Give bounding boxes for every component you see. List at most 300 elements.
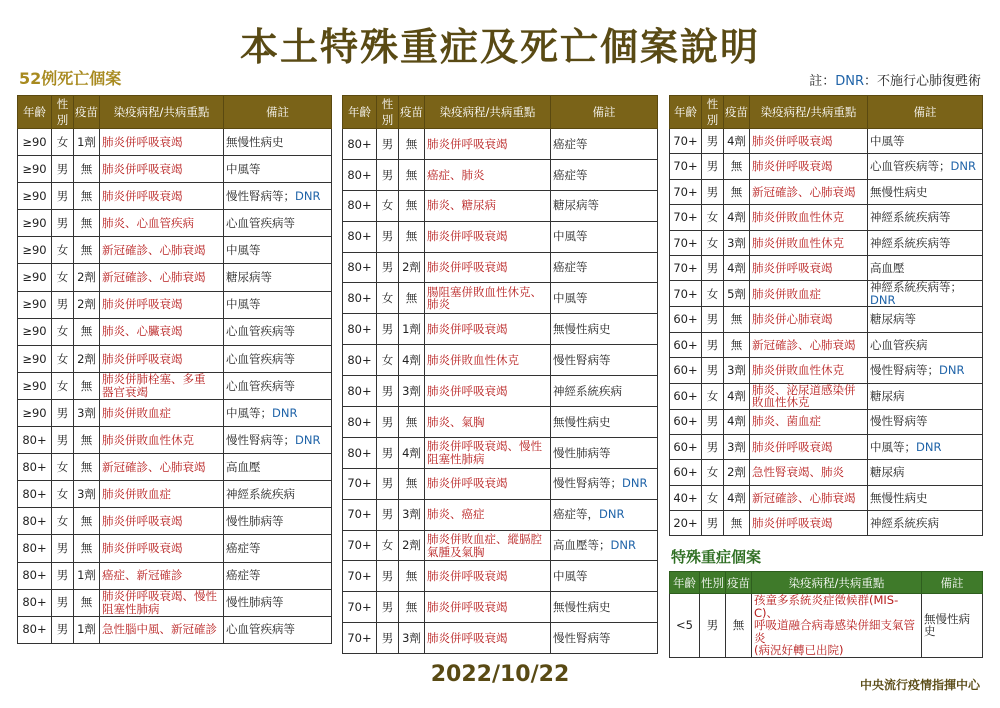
dnr-tag: DNR xyxy=(295,188,321,203)
disease-cell xyxy=(750,129,868,154)
age-cell: 80+ xyxy=(343,221,377,252)
sex-cell: 男 xyxy=(52,399,74,426)
sex-cell: 男 xyxy=(702,409,724,434)
table-row xyxy=(18,562,332,589)
note-dnr: DNR xyxy=(835,74,864,89)
table-row xyxy=(670,460,983,485)
table-row xyxy=(18,129,332,156)
disease-cell xyxy=(100,562,224,589)
remarks-cell xyxy=(868,154,983,179)
remarks-cell xyxy=(868,383,983,409)
age-cell: 80+ xyxy=(343,252,377,283)
vaccine-cell: 4劑 xyxy=(724,485,750,510)
vaccine-cell: 無 xyxy=(724,307,750,332)
sex-cell: 男 xyxy=(702,129,724,154)
col-age: 年齡 xyxy=(670,572,700,594)
age-cell: 70+ xyxy=(343,530,377,561)
disease-cell xyxy=(750,230,868,255)
vaccine-cell: 1劑 xyxy=(74,129,100,156)
sex-cell: 男 xyxy=(52,156,74,183)
disease-cell xyxy=(425,283,551,314)
age-cell: 70+ xyxy=(343,592,377,623)
table-row xyxy=(18,183,332,210)
vaccine-cell: 無 xyxy=(399,468,425,499)
age-cell: 40+ xyxy=(670,485,702,510)
sex-cell: 男 xyxy=(702,358,724,383)
disease-cell xyxy=(750,255,868,280)
table-row xyxy=(670,511,983,536)
remarks-text: 神經系統疾病等； xyxy=(870,280,962,295)
disease-line: 肺炎併呼吸衰竭 xyxy=(102,134,183,149)
disease-line: 肺炎併呼吸衰竭 xyxy=(427,476,508,491)
disease-cell xyxy=(750,383,868,409)
remarks-cell xyxy=(551,437,658,468)
table-row xyxy=(18,589,332,616)
disease-line: 新冠確診、心肺衰竭 xyxy=(102,459,206,474)
remarks-text: 無慢性病史 xyxy=(226,134,284,149)
age-cell: ≥90 xyxy=(18,345,52,372)
remarks-cell xyxy=(868,485,983,510)
disease-line: 急性腦中風、新冠確診 xyxy=(102,622,217,637)
disease-line: 肺炎併呼吸衰竭 xyxy=(752,260,833,275)
vaccine-cell: 無 xyxy=(399,129,425,160)
deaths-table-1 xyxy=(17,95,332,644)
remarks-cell xyxy=(551,530,658,561)
table-row xyxy=(18,616,332,643)
disease-cell xyxy=(425,623,551,654)
col-remarks: 備註 xyxy=(224,96,332,129)
remarks-text: 心血管疾病 xyxy=(870,337,928,352)
table-row xyxy=(18,156,332,183)
age-cell: ≥90 xyxy=(18,264,52,291)
disease-cell xyxy=(752,594,922,658)
disease-cell xyxy=(750,358,868,383)
remarks-cell xyxy=(868,230,983,255)
disease-line: 器官衰竭 xyxy=(102,384,148,399)
sex-cell: 男 xyxy=(377,376,399,407)
deaths-heading: 52例死亡個案 xyxy=(19,69,122,88)
disease-cell xyxy=(425,437,551,468)
age-cell: 80+ xyxy=(18,535,52,562)
remarks-text: 中風等 xyxy=(553,569,588,584)
table-row xyxy=(18,291,332,318)
remarks-cell xyxy=(224,481,332,508)
table-row xyxy=(18,372,332,399)
table-row xyxy=(18,264,332,291)
age-cell: 80+ xyxy=(343,407,377,438)
sex-cell: 男 xyxy=(377,437,399,468)
remarks-cell xyxy=(224,129,332,156)
remarks-text: 心血管疾病等； xyxy=(870,159,951,174)
disease-line: 肺炎併呼吸衰竭 xyxy=(102,297,183,312)
vaccine-cell: 無 xyxy=(74,508,100,535)
age-cell: 80+ xyxy=(343,159,377,190)
remarks-text: 慢性肺病等 xyxy=(226,514,284,529)
disease-cell xyxy=(100,345,224,372)
remarks-cell xyxy=(868,460,983,485)
table-row xyxy=(343,159,658,190)
vaccine-cell: 3劑 xyxy=(74,399,100,426)
disease-line: 腸阻塞併敗血性休克、 xyxy=(427,284,542,299)
age-cell: ≥90 xyxy=(18,399,52,426)
remarks-cell xyxy=(868,332,983,357)
disease-cell xyxy=(750,179,868,204)
vaccine-cell: 無 xyxy=(74,183,100,210)
disease-line: 肺炎併呼吸衰竭 xyxy=(427,322,508,337)
vaccine-cell: 4劑 xyxy=(724,129,750,154)
col-sex: 性別 xyxy=(377,96,399,129)
deaths-table-2 xyxy=(342,95,658,654)
sex-cell: 男 xyxy=(702,511,724,536)
age-cell: 80+ xyxy=(343,376,377,407)
col-sex: 性別 xyxy=(700,572,726,594)
col-disease: 染疫病程/共病重點 xyxy=(100,96,224,129)
sex-cell: 男 xyxy=(52,291,74,318)
col-remarks: 備註 xyxy=(868,96,983,129)
age-cell: 70+ xyxy=(343,468,377,499)
age-cell: <5 xyxy=(670,594,700,658)
disease-cell xyxy=(100,535,224,562)
remarks-text: 神經系統疾病 xyxy=(553,383,622,398)
age-cell: 80+ xyxy=(18,427,52,454)
remarks-text: 神經系統疾病 xyxy=(870,516,939,531)
vaccine-cell: 3劑 xyxy=(724,434,750,459)
sex-cell: 女 xyxy=(702,281,724,307)
col-age: 年齡 xyxy=(670,96,702,129)
vaccine-cell: 無 xyxy=(399,190,425,221)
remarks-cell xyxy=(868,511,983,536)
table-row xyxy=(670,230,983,255)
dnr-tag: DNR xyxy=(916,439,942,454)
disease-cell xyxy=(750,434,868,459)
remarks-text: 糖尿病 xyxy=(870,465,905,480)
disease-line: 肺炎併敗血性休克 xyxy=(752,235,844,250)
remarks-text: 慢性腎病等； xyxy=(870,363,939,378)
remarks-cell xyxy=(224,210,332,237)
remarks-text: 心血管疾病等 xyxy=(226,622,295,637)
disease-line: 肺炎併呼吸衰竭 xyxy=(427,260,508,275)
age-cell: ≥90 xyxy=(18,210,52,237)
remarks-cell xyxy=(224,589,332,616)
remarks-text: 中風等 xyxy=(553,229,588,244)
disease-cell xyxy=(425,345,551,376)
vaccine-cell: 無 xyxy=(74,454,100,481)
remarks-cell xyxy=(922,594,983,658)
disease-line: 新冠確診、心肺衰竭 xyxy=(102,243,206,258)
remarks-text: 神經系統疾病 xyxy=(226,487,295,502)
vaccine-cell: 4劑 xyxy=(724,383,750,409)
col-disease: 染疫病程/共病重點 xyxy=(425,96,551,129)
table-row xyxy=(343,376,658,407)
vaccine-cell: 無 xyxy=(399,159,425,190)
sex-cell: 男 xyxy=(702,154,724,179)
remarks-text: 心血管疾病等 xyxy=(226,351,295,366)
disease-cell xyxy=(425,530,551,561)
age-cell: 80+ xyxy=(18,508,52,535)
table-row xyxy=(670,307,983,332)
disease-line: 肺炎併敗血性休克 xyxy=(752,210,844,225)
age-cell: 70+ xyxy=(670,205,702,230)
vaccine-cell: 3劑 xyxy=(399,623,425,654)
page-title: 本土特殊重症及死亡個案說明 xyxy=(239,25,760,69)
disease-line: 敗血性休克 xyxy=(752,395,810,410)
table-row xyxy=(343,592,658,623)
disease-cell xyxy=(750,281,868,307)
remarks-text: 無慢性病史 xyxy=(870,184,928,199)
age-cell: 70+ xyxy=(343,623,377,654)
age-cell: 80+ xyxy=(343,129,377,160)
disease-line: 肺炎併呼吸衰竭 xyxy=(102,514,183,529)
vaccine-cell: 無 xyxy=(724,179,750,204)
disease-line: 肺炎併呼吸衰竭 xyxy=(427,569,508,584)
col-disease: 染疫病程/共病重點 xyxy=(752,572,922,594)
remarks-text: 中風等 xyxy=(226,297,261,312)
remarks-text: 糖尿病等 xyxy=(553,198,599,213)
disease-cell xyxy=(425,407,551,438)
vaccine-cell: 無 xyxy=(74,237,100,264)
disease-cell xyxy=(100,318,224,345)
table-row xyxy=(343,499,658,530)
disease-cell xyxy=(750,511,868,536)
remarks-text: 慢性腎病等 xyxy=(553,630,611,645)
disease-line: 肺炎併肺栓塞、多重 xyxy=(102,372,206,387)
age-cell: ≥90 xyxy=(18,318,52,345)
remarks-cell xyxy=(868,358,983,383)
vaccine-cell: 4劑 xyxy=(724,205,750,230)
sex-cell: 男 xyxy=(377,561,399,592)
table-row xyxy=(18,237,332,264)
remarks-cell xyxy=(551,159,658,190)
remarks-text: 無慢性病史 xyxy=(553,414,611,429)
table-row xyxy=(343,530,658,561)
disease-cell xyxy=(425,592,551,623)
sex-cell: 男 xyxy=(702,179,724,204)
sex-cell: 男 xyxy=(52,535,74,562)
remarks-text: 慢性腎病等； xyxy=(226,432,295,447)
sex-cell: 男 xyxy=(377,314,399,345)
disease-cell xyxy=(750,409,868,434)
vaccine-cell: 4劑 xyxy=(399,437,425,468)
disease-line: 新冠確診、心肺衰竭 xyxy=(752,184,856,199)
note-suffix: ：不施行心肺復甦術 xyxy=(863,74,981,89)
disease-cell xyxy=(100,129,224,156)
vaccine-cell: 無 xyxy=(74,318,100,345)
disease-line: 肺炎併呼吸衰竭 xyxy=(752,439,833,454)
age-cell: 70+ xyxy=(670,230,702,255)
sex-cell: 女 xyxy=(52,481,74,508)
remarks-text: 糖尿病等 xyxy=(226,270,272,285)
disease-line: 肺炎併敗血症 xyxy=(752,286,821,301)
remarks-cell xyxy=(224,399,332,426)
table-row xyxy=(343,437,658,468)
remarks-cell xyxy=(224,616,332,643)
table-row xyxy=(670,485,983,510)
vaccine-cell: 無 xyxy=(724,154,750,179)
sex-cell: 男 xyxy=(377,623,399,654)
remarks-cell xyxy=(224,535,332,562)
remarks-text: 慢性腎病等； xyxy=(226,188,295,203)
vaccine-cell: 3劑 xyxy=(74,481,100,508)
table-row xyxy=(343,190,658,221)
remarks-text: 心血管疾病等 xyxy=(226,216,295,231)
col-sex: 性別 xyxy=(52,96,74,129)
remarks-text: 中風等 xyxy=(870,133,905,148)
vaccine-cell: 無 xyxy=(724,332,750,357)
remarks-text: 癌症等， xyxy=(553,507,599,522)
table-row xyxy=(343,252,658,283)
age-cell: ≥90 xyxy=(18,183,52,210)
remarks-cell xyxy=(224,427,332,454)
disease-line: 呼吸道融合病毒感染併細支氣管炎 xyxy=(754,618,915,645)
remarks-text: 慢性腎病等； xyxy=(553,476,622,491)
vaccine-cell: 1劑 xyxy=(399,314,425,345)
sex-cell: 男 xyxy=(52,562,74,589)
sex-cell: 男 xyxy=(377,129,399,160)
disease-line: (病況好轉已出院) xyxy=(754,643,844,657)
remarks-cell xyxy=(224,318,332,345)
disease-line: 肺炎、泌尿道感染併 xyxy=(752,382,856,397)
vaccine-cell: 無 xyxy=(74,210,100,237)
disease-cell xyxy=(425,376,551,407)
disease-cell xyxy=(425,499,551,530)
vaccine-cell: 3劑 xyxy=(724,358,750,383)
age-cell: 80+ xyxy=(343,190,377,221)
disease-cell xyxy=(750,332,868,357)
disease-line: 肺炎、菌血症 xyxy=(752,414,821,429)
disease-cell xyxy=(100,183,224,210)
vaccine-cell: 1劑 xyxy=(74,616,100,643)
sex-cell: 女 xyxy=(702,230,724,255)
sex-cell: 女 xyxy=(702,460,724,485)
sex-cell: 男 xyxy=(52,183,74,210)
table-row xyxy=(343,221,658,252)
remarks-cell xyxy=(224,345,332,372)
table-row xyxy=(343,129,658,160)
vaccine-cell: 1劑 xyxy=(74,562,100,589)
sex-cell: 男 xyxy=(52,589,74,616)
disease-cell xyxy=(100,589,224,616)
vaccine-cell: 無 xyxy=(399,407,425,438)
remarks-text: 心血管疾病等 xyxy=(226,378,295,393)
disease-cell xyxy=(100,237,224,264)
sex-cell: 男 xyxy=(377,407,399,438)
sex-cell: 女 xyxy=(52,318,74,345)
disease-cell xyxy=(425,314,551,345)
table-row xyxy=(670,383,983,409)
disease-cell xyxy=(100,481,224,508)
sex-cell: 女 xyxy=(52,237,74,264)
age-cell: 60+ xyxy=(670,383,702,409)
table-row xyxy=(670,255,983,280)
remarks-text: 無慢性病史 xyxy=(553,600,611,615)
table-row xyxy=(343,561,658,592)
remarks-text: 慢性腎病等 xyxy=(553,352,611,367)
remarks-cell xyxy=(551,623,658,654)
report-date: 2022/10/22 xyxy=(430,662,570,687)
remarks-cell xyxy=(551,190,658,221)
age-cell: 20+ xyxy=(670,511,702,536)
disease-line: 新冠確診、心肺衰竭 xyxy=(752,337,856,352)
vaccine-cell: 5劑 xyxy=(724,281,750,307)
remarks-text: 慢性腎病等 xyxy=(870,414,928,429)
disease-cell xyxy=(100,454,224,481)
disease-line: 肺炎併呼吸衰竭 xyxy=(427,630,508,645)
disease-cell xyxy=(100,210,224,237)
sex-cell: 男 xyxy=(700,594,726,658)
table-row xyxy=(343,468,658,499)
sex-cell: 男 xyxy=(52,616,74,643)
disease-line: 肺炎、心血管疾病 xyxy=(102,216,194,231)
table-row xyxy=(343,345,658,376)
vaccine-cell: 2劑 xyxy=(74,345,100,372)
remarks-text: 中風等； xyxy=(870,439,916,454)
disease-cell xyxy=(425,221,551,252)
age-cell: 70+ xyxy=(670,281,702,307)
vaccine-cell: 無 xyxy=(74,372,100,399)
age-cell: 80+ xyxy=(343,437,377,468)
vaccine-cell: 無 xyxy=(74,427,100,454)
disease-line: 肺炎、氣胸 xyxy=(427,414,485,429)
remarks-text: 慢性肺病等 xyxy=(226,595,284,610)
vaccine-cell: 3劑 xyxy=(724,230,750,255)
disease-cell xyxy=(425,252,551,283)
vaccine-cell: 3劑 xyxy=(399,376,425,407)
disease-line: 肺炎併敗血性休克 xyxy=(102,432,194,447)
age-cell: 80+ xyxy=(343,345,377,376)
disease-line: 肺炎併敗血症 xyxy=(102,487,171,502)
remarks-cell xyxy=(868,179,983,204)
remarks-cell xyxy=(224,183,332,210)
remarks-text: 高血壓 xyxy=(226,459,261,474)
table-row xyxy=(18,318,332,345)
vaccine-cell: 4劑 xyxy=(724,255,750,280)
table-row xyxy=(343,407,658,438)
age-cell: ≥90 xyxy=(18,237,52,264)
remarks-cell xyxy=(551,252,658,283)
disease-cell xyxy=(425,468,551,499)
sex-cell: 男 xyxy=(377,252,399,283)
remarks-cell xyxy=(868,255,983,280)
disease-line: 肺炎併呼吸衰竭 xyxy=(427,229,508,244)
remarks-cell xyxy=(224,156,332,183)
table-row xyxy=(343,314,658,345)
disease-cell xyxy=(100,291,224,318)
disease-cell xyxy=(750,460,868,485)
remarks-cell xyxy=(868,434,983,459)
table-row xyxy=(18,508,332,535)
disease-cell xyxy=(425,159,551,190)
remarks-cell xyxy=(224,372,332,399)
remarks-cell xyxy=(868,409,983,434)
remarks-cell xyxy=(551,129,658,160)
disease-line: 肺炎併呼吸衰竭 xyxy=(427,383,508,398)
sex-cell: 女 xyxy=(377,190,399,221)
col-age: 年齡 xyxy=(18,96,52,129)
disease-cell xyxy=(100,508,224,535)
disease-line: 阻塞性肺病 xyxy=(102,601,160,616)
disease-line: 肺炎併呼吸衰竭、慢性 xyxy=(427,439,542,454)
remarks-cell xyxy=(551,345,658,376)
dnr-tag: DNR xyxy=(272,405,298,420)
col-sex: 性別 xyxy=(702,96,724,129)
col-disease: 染疫病程/共病重點 xyxy=(750,96,868,129)
vaccine-cell: 2劑 xyxy=(399,530,425,561)
remarks-text: 中風等； xyxy=(226,405,272,420)
sex-cell: 女 xyxy=(52,345,74,372)
vaccine-cell: 無 xyxy=(74,535,100,562)
disease-line: 癌症、肺炎 xyxy=(427,167,485,182)
dnr-tag: DNR xyxy=(622,476,648,491)
